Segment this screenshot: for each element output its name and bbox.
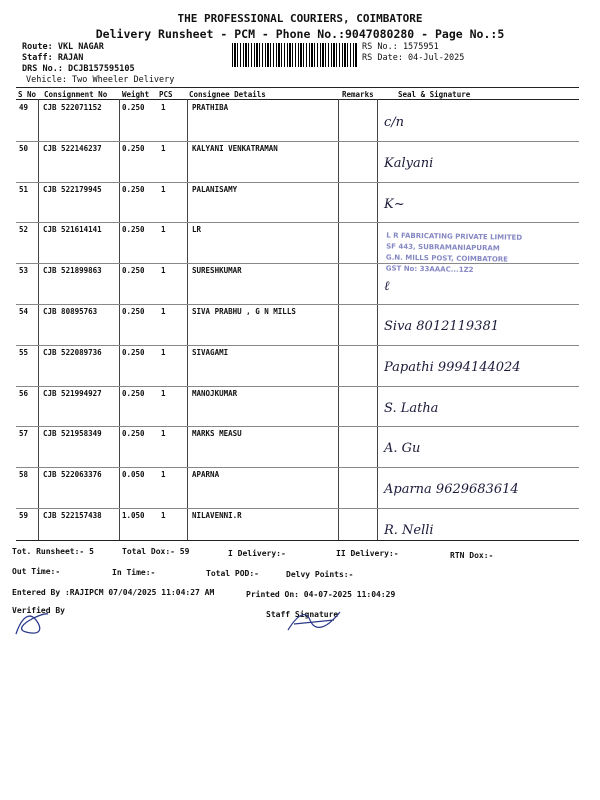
runsheet-subtitle: Delivery Runsheet - PCM - Phone No.:9047080280 - Page No.:5 bbox=[95, 27, 505, 41]
row-divider bbox=[16, 508, 579, 509]
table-header-rule bbox=[16, 99, 579, 100]
cell-weight: 0.250 bbox=[122, 184, 145, 194]
col-divider bbox=[119, 99, 120, 540]
cell-weight: 1.050 bbox=[122, 511, 145, 520]
cell-sno: 56 bbox=[19, 388, 29, 398]
col-divider bbox=[38, 99, 39, 540]
ii-delivery: II Delivery:- bbox=[336, 549, 399, 558]
cell-weight: 0.250 bbox=[122, 266, 145, 276]
cell-consignment: CJB 521958349 bbox=[43, 429, 102, 439]
signature: Siva 8012119381 bbox=[384, 319, 500, 334]
cell-consignee: SIVAGAMI bbox=[192, 347, 229, 357]
col-divider bbox=[187, 99, 188, 540]
cell-consignment: CJB 522179945 bbox=[43, 184, 102, 194]
cell-weight: 0.250 bbox=[122, 225, 145, 235]
printed-on: Printed On: 04-07-2025 11:04:29 bbox=[246, 590, 396, 599]
row-divider bbox=[16, 182, 579, 183]
table-top-rule bbox=[16, 87, 579, 88]
cell-consignment: CJB 522089736 bbox=[43, 347, 102, 357]
cell-sno: 54 bbox=[19, 307, 29, 316]
cell-consignee: LR bbox=[192, 225, 202, 235]
cell-pcs: 1 bbox=[161, 307, 166, 316]
cell-consignee: MARKS MEASU bbox=[192, 429, 242, 439]
cell-consignment: CJB 522146237 bbox=[43, 143, 102, 153]
signature: Papathi 9994144024 bbox=[384, 359, 521, 375]
route: Route: VKL NAGAR bbox=[22, 42, 104, 52]
company-title: THE PROFESSIONAL COURIERS, COIMBATORE bbox=[177, 12, 423, 25]
staff-signature-scribble bbox=[284, 606, 344, 636]
cell-sno: 57 bbox=[19, 429, 29, 439]
cell-sno: 49 bbox=[19, 103, 29, 112]
cell-pcs: 1 bbox=[161, 184, 166, 194]
cell-weight: 0.250 bbox=[122, 429, 145, 439]
cell-consignment: CJB 521994927 bbox=[43, 388, 102, 398]
col-divider bbox=[338, 99, 339, 540]
entered-by: Entered By :RAJIPCM 07/04/2025 11:04:27 AM bbox=[12, 588, 215, 597]
col-header-pcs: PCS bbox=[159, 90, 173, 99]
row-divider bbox=[16, 467, 579, 468]
signature: K~ bbox=[384, 196, 405, 212]
cell-pcs: 1 bbox=[161, 103, 166, 112]
col-header-consignment: Consignment No bbox=[44, 90, 108, 99]
cell-consignee: PALANISAMY bbox=[192, 184, 238, 194]
cell-weight: 0.250 bbox=[122, 388, 145, 398]
i-delivery: I Delivery:- bbox=[228, 549, 286, 558]
delvy-points: Delvy Points:- bbox=[286, 570, 354, 579]
signature: ℓ bbox=[384, 279, 390, 295]
cell-pcs: 1 bbox=[161, 347, 166, 357]
row-divider bbox=[16, 222, 579, 223]
rs-date: RS Date: 04-Jul-2025 bbox=[362, 53, 465, 63]
cell-consignee: PRATHIBA bbox=[192, 103, 229, 112]
row-divider bbox=[16, 304, 579, 305]
col-header-remarks: Remarks bbox=[342, 90, 374, 99]
cell-weight: 0.250 bbox=[122, 103, 145, 112]
cell-consignee: NILAVENNI.R bbox=[192, 511, 242, 520]
cell-pcs: 1 bbox=[161, 429, 166, 439]
cell-weight: 0.250 bbox=[122, 347, 145, 357]
signature: A. Gu bbox=[384, 441, 421, 457]
cell-consignment: CJB 522071152 bbox=[43, 103, 102, 112]
cell-weight: 0.250 bbox=[122, 143, 145, 153]
footer-rule bbox=[16, 540, 579, 541]
cell-consignment: CJB 80895763 bbox=[43, 307, 98, 316]
cell-pcs: 1 bbox=[161, 511, 166, 520]
cell-sno: 58 bbox=[19, 470, 29, 480]
verified-by: Verified By bbox=[12, 606, 65, 615]
cell-sno: 59 bbox=[19, 511, 29, 520]
cell-consignment: CJB 521614141 bbox=[43, 225, 102, 235]
company-stamp: L R FABRICATING PRIVATE LIMITED SF 443, SUBRAMANIAPURAM G.N. MILLS POST, COIMBATORE GST No: 33AAAC...1Z2 bbox=[385, 231, 523, 274]
col-header-seal: Seal & Signature bbox=[398, 90, 471, 99]
col-header-consignee: Consignee Details bbox=[189, 90, 266, 99]
cell-pcs: 1 bbox=[161, 470, 166, 480]
rtn-dox: RTN Dox:- bbox=[450, 551, 494, 560]
staff-signature: Staff Signature bbox=[266, 610, 339, 619]
tot-runsheet: Tot. Runsheet:- 5 bbox=[12, 547, 94, 556]
cell-consignee: SURESHKUMAR bbox=[192, 266, 242, 276]
out-time: Out Time:- bbox=[12, 567, 61, 576]
cell-consignment: CJB 522063376 bbox=[43, 470, 102, 480]
drs-no: DRS No.: DCJB157595105 bbox=[22, 64, 135, 74]
rs-no: RS No.: 1575951 bbox=[362, 42, 439, 52]
signature: c/n bbox=[384, 115, 405, 130]
vehicle: Vehicle: Two Wheeler Delivery bbox=[26, 75, 175, 85]
cell-consignment: CJB 522157438 bbox=[43, 511, 102, 520]
cell-pcs: 1 bbox=[161, 225, 166, 235]
cell-consignee: MANOJKUMAR bbox=[192, 388, 238, 398]
barcode bbox=[232, 43, 358, 67]
row-divider bbox=[16, 426, 579, 427]
cell-pcs: 1 bbox=[161, 388, 166, 398]
col-header-sno: S No bbox=[18, 90, 37, 99]
verified-signature-scribble bbox=[12, 606, 52, 640]
cell-sno: 55 bbox=[19, 347, 29, 357]
cell-weight: 0.250 bbox=[122, 307, 145, 316]
row-divider bbox=[16, 141, 579, 142]
total-pod: Total POD:- bbox=[206, 569, 259, 578]
cell-weight: 0.050 bbox=[122, 470, 145, 480]
cell-consignee: SIVA PRABHU , G N MILLS bbox=[192, 307, 296, 316]
signature: S. Latha bbox=[384, 400, 439, 416]
cell-sno: 50 bbox=[19, 143, 29, 153]
col-divider bbox=[377, 99, 378, 540]
cell-consignee: KALYANI VENKATRAMAN bbox=[192, 143, 278, 153]
cell-sno: 51 bbox=[19, 184, 29, 194]
signature: R. Nelli bbox=[384, 523, 434, 538]
staff: Staff: RAJAN bbox=[22, 53, 84, 63]
signature: Aparna 9629683614 bbox=[384, 482, 519, 498]
row-divider bbox=[16, 345, 579, 346]
cell-pcs: 1 bbox=[161, 266, 166, 276]
cell-consignee: APARNA bbox=[192, 470, 220, 480]
col-header-weight: Weight bbox=[122, 90, 150, 99]
signature: Kalyani bbox=[384, 155, 434, 171]
row-divider bbox=[16, 386, 579, 387]
cell-pcs: 1 bbox=[161, 143, 166, 153]
cell-sno: 53 bbox=[19, 266, 29, 276]
in-time: In Time:- bbox=[112, 568, 156, 577]
cell-sno: 52 bbox=[19, 225, 29, 235]
total-dox: Total Dox:- 59 bbox=[122, 547, 190, 556]
cell-consignment: CJB 521899863 bbox=[43, 266, 102, 276]
